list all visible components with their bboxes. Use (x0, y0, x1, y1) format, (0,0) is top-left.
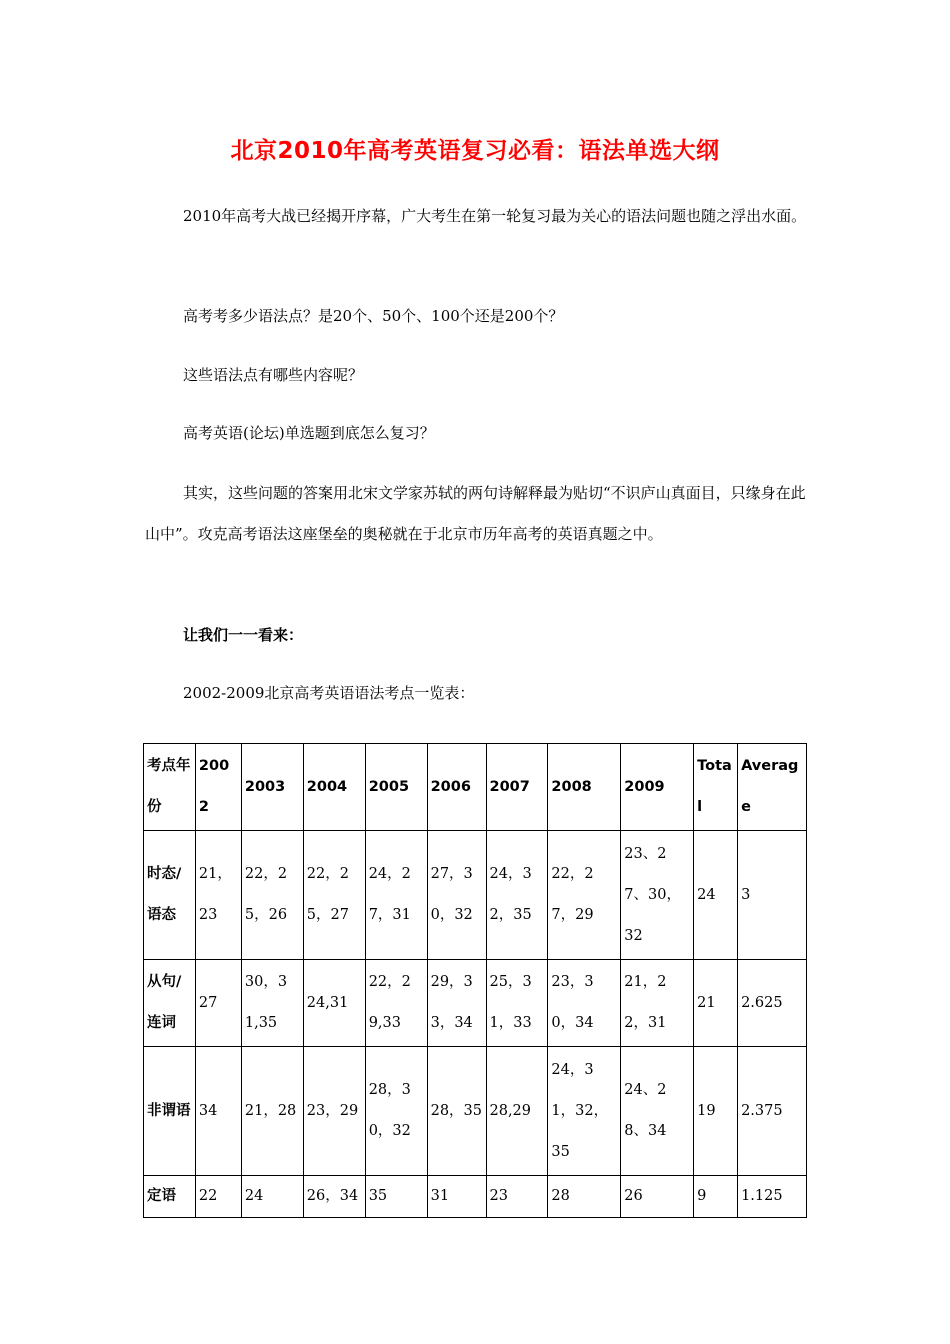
answer-paragraph: 其实，这些问题的答案用北宋文学家苏轼的两句诗解释最为贴切“不识庐山真面目，只缘身在此山中”。攻克高考语法这座堡垒的奥秘就在于北京市历年高考的英语真题之中。 (145, 484, 806, 543)
table-cell: 21，28 (241, 1047, 303, 1176)
table-cell: 28,29 (486, 1047, 548, 1176)
table-cell: 29，33，34 (427, 960, 486, 1047)
table-row (144, 831, 807, 960)
header-cell: 2004 (303, 744, 365, 831)
header-cell: 2003 (241, 744, 303, 831)
table-cell: 23 (486, 1176, 548, 1218)
header-cell: Average (738, 744, 807, 831)
table-cell: 23，29 (303, 1047, 365, 1176)
table-header-row (144, 744, 807, 831)
header-cell: 2009 (621, 744, 694, 831)
row-label-cell: 从句/连词 (144, 960, 196, 1047)
table-caption: 2002-2009北京高考英语语法考点一览表： (183, 684, 475, 702)
table-cell: 22，29,33 (365, 960, 427, 1047)
table-cell: 2.375 (738, 1047, 807, 1176)
table-cell: 24、28、34 (621, 1047, 694, 1176)
table-cell: 31 (427, 1176, 486, 1218)
header-cell: 2008 (548, 744, 621, 831)
header-cell: Total (694, 744, 738, 831)
table-cell: 26 (621, 1176, 694, 1218)
intro-paragraph: 2010年高考大战已经揭开序幕，广大考生在第一轮复习最为关心的语法问题也随之浮出水面。 (183, 207, 807, 225)
table-row (144, 1176, 807, 1218)
table-cell: 28 (548, 1176, 621, 1218)
row-label-cell: 非谓语 (144, 1047, 196, 1176)
table-cell: 25，31，33 (486, 960, 548, 1047)
table-row (144, 1047, 807, 1176)
table-cell: 23、27、30，32 (621, 831, 694, 960)
table-cell: 19 (694, 1047, 738, 1176)
table-cell: 24，27，31 (365, 831, 427, 960)
table-cell: 34 (195, 1047, 241, 1176)
table-cell: 22，25，27 (303, 831, 365, 960)
table-cell: 22 (195, 1176, 241, 1218)
table-cell: 21 (694, 960, 738, 1047)
document-title: 北京2010年高考英语复习必看：语法单选大纲 (230, 138, 720, 164)
table-cell: 28，35 (427, 1047, 486, 1176)
table-cell: 24,31 (303, 960, 365, 1047)
question-paragraph-1: 高考考多少语法点？是20个、50个、100个还是200个？ (183, 307, 564, 325)
table-cell: 30，31,35 (241, 960, 303, 1047)
header-cell: 2007 (486, 744, 548, 831)
question-paragraph-2: 这些语法点有哪些内容呢？ (183, 366, 364, 384)
table-cell: 1.125 (738, 1176, 807, 1218)
row-label-cell: 时态/语态 (144, 831, 196, 960)
table-cell: 24，32，35 (486, 831, 548, 960)
table-cell: 21，23 (195, 831, 241, 960)
table-cell: 21，22，31 (621, 960, 694, 1047)
header-cell: 2005 (365, 744, 427, 831)
table-cell: 35 (365, 1176, 427, 1218)
table-cell: 9 (694, 1176, 738, 1218)
table-cell: 24 (694, 831, 738, 960)
header-cell: 2006 (427, 744, 486, 831)
table-cell: 24，31，32，35 (548, 1047, 621, 1176)
table-cell: 27 (195, 960, 241, 1047)
lead-in-heading: 让我们一一看来： (183, 626, 304, 644)
table-row (144, 960, 807, 1047)
table-cell: 22，27，29 (548, 831, 621, 960)
table-cell: 28，30，32 (365, 1047, 427, 1176)
table-cell: 22，25，26 (241, 831, 303, 960)
table-cell: 24 (241, 1176, 303, 1218)
table-cell: 27，30，32 (427, 831, 486, 960)
row-label-cell: 定语 (144, 1176, 196, 1218)
grammar-points-table (143, 743, 807, 1218)
header-cell: 考点年份 (144, 744, 196, 831)
table-cell: 3 (738, 831, 807, 960)
table-cell: 2.625 (738, 960, 807, 1047)
table-cell: 26，34 (303, 1176, 365, 1218)
table-cell: 23，30，34 (548, 960, 621, 1047)
header-cell: 2002 (195, 744, 241, 831)
question-paragraph-3: 高考英语(论坛)单选题到底怎么复习？ (183, 424, 435, 442)
